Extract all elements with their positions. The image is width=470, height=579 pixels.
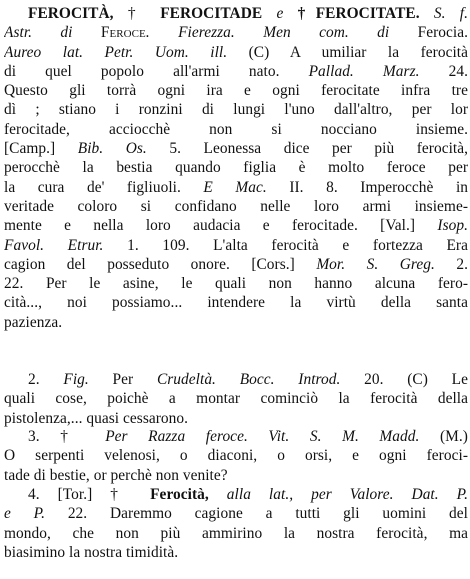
text-run: perocchè la bestia quando figlia è molto feroce per: [4, 159, 468, 177]
text-run: FEROCITADE: [160, 5, 263, 22]
text-run: mondo, che non più ammirino la nostra ferocità, ma: [4, 524, 468, 542]
text-run: Astr. di: [4, 24, 101, 42]
text-line: [4, 293, 468, 312]
text-line: [4, 427, 468, 446]
text-run: Crudeltà.: [156, 371, 216, 388]
text-run: †FEROCITATE.: [297, 5, 420, 22]
text-line: [4, 236, 468, 255]
text-line: [4, 197, 468, 216]
text-run: Ferocia.: [417, 24, 468, 42]
text-line: [4, 43, 468, 62]
text-run: E Mac.: [203, 178, 267, 196]
text-run: Mor. S. Greg.: [316, 255, 435, 273]
sense-4: [4, 485, 468, 562]
text-run: Fig.: [63, 371, 89, 388]
text-run: [216, 371, 240, 388]
text-run: 2.: [28, 371, 64, 388]
text-line: [4, 100, 468, 119]
text-run: . Fierezza. Men com. di: [145, 24, 418, 42]
text-line: [4, 158, 468, 177]
text-run: e P.: [4, 505, 46, 523]
text-line: [4, 120, 468, 139]
text-line: [4, 216, 468, 235]
text-run: e: [262, 5, 298, 22]
text-run: dì ; stiano i ronzini di lungi l'uno dall'altro, per lor: [4, 101, 468, 119]
text-line: [4, 485, 468, 504]
text-run: veritade coloro si confidano nelle loro armi insieme-: [4, 197, 468, 215]
text-line: [4, 370, 468, 389]
text-run: la cura de' figliuoli.: [4, 178, 204, 196]
text-run: O serpenti velenosi, o diaconi, o orsi, e ogni feroci-: [4, 447, 468, 465]
text-run: FEROCITÀ,: [28, 5, 128, 22]
text-run: cagion del posseduto onore. [Cors.]: [4, 255, 317, 273]
text-run: Questo gli torrà ogni ira e ogni ferocitate infra tre: [4, 82, 468, 100]
text-run: (C) A umiliar la ferocità: [227, 43, 468, 61]
text-line: [4, 389, 468, 408]
text-line: [4, 504, 468, 523]
text-run: †: [127, 5, 161, 22]
text-run: 5. Leonessa dice per più ferocità,: [146, 140, 468, 158]
text-run: mente e nella loro audacia e ferocitade. [Val.]: [4, 217, 438, 235]
text-run: (M.): [419, 428, 468, 445]
text-run: Per: [88, 371, 157, 388]
text-run: biasimino la nostra timidità.: [4, 543, 179, 561]
text-run: 22. Per le asine, le quali non hanno alcuna fero-: [4, 275, 468, 293]
text-run: 3. †: [28, 428, 106, 445]
text-run: 2.: [434, 255, 468, 273]
text-line: [4, 466, 468, 485]
text-line: [4, 446, 468, 465]
text-run: 1. 109. L'alta ferocità e fortezza Era: [103, 236, 468, 254]
text-run: cità..., noi possiamo... intendere la virtù della santa: [4, 294, 468, 312]
text-line: [4, 274, 468, 293]
text-line: [4, 62, 468, 81]
text-line: [4, 255, 468, 274]
sense-3: [4, 427, 468, 485]
text-run: 4. [Tor.] †: [28, 486, 151, 503]
text-line: [4, 81, 468, 100]
text-run: II. 8. Imperocchè in: [266, 178, 468, 196]
entry-main: [4, 4, 468, 332]
text-run: quali cose, poichè a montar cominciò la ferocità della: [4, 390, 468, 408]
text-run: ferocitade, acciocchè non si nocciano insieme.: [4, 120, 468, 138]
text-run: alla lat., per Valore. Dat. P.: [208, 486, 468, 503]
text-run: 20. (C) Le: [340, 371, 468, 388]
text-line: [4, 543, 468, 562]
text-run: Aureo lat. Petr. Uom. ill.: [4, 43, 228, 61]
text-line: [4, 23, 468, 42]
sense-2: [4, 370, 468, 428]
text-run: Isop.: [437, 217, 468, 235]
text-run: Bocc. Introd.: [239, 371, 341, 388]
text-run: Bib. Os.: [77, 140, 147, 158]
text-run: 22. Daremmo cagione a tutti gli uomini del: [45, 505, 468, 523]
text-run: Pallad. Marz.: [308, 62, 420, 80]
text-run: Feroce: [100, 24, 146, 42]
text-run: pistolenza,... quasi cessarono.: [4, 409, 189, 427]
text-run: pazienza.: [4, 313, 63, 331]
text-run: [Camp.]: [4, 140, 78, 158]
text-line: [4, 4, 468, 23]
text-line: [4, 409, 468, 428]
text-run: tade di bestie, or perchè non venite?: [4, 466, 228, 484]
text-line: [4, 524, 468, 543]
text-line: [4, 178, 468, 197]
text-run: Per Razza feroce. Vit. S. M. Madd.: [105, 428, 420, 445]
text-line: [4, 313, 468, 332]
text-run: di quel popolo all'armi nato.: [4, 62, 309, 80]
text-run: 24.: [419, 62, 468, 80]
text-run: Favol. Etrur.: [4, 236, 104, 254]
text-line: [4, 139, 468, 158]
text-run: Ferocità,: [150, 486, 209, 503]
text-run: S. f.: [419, 5, 468, 22]
